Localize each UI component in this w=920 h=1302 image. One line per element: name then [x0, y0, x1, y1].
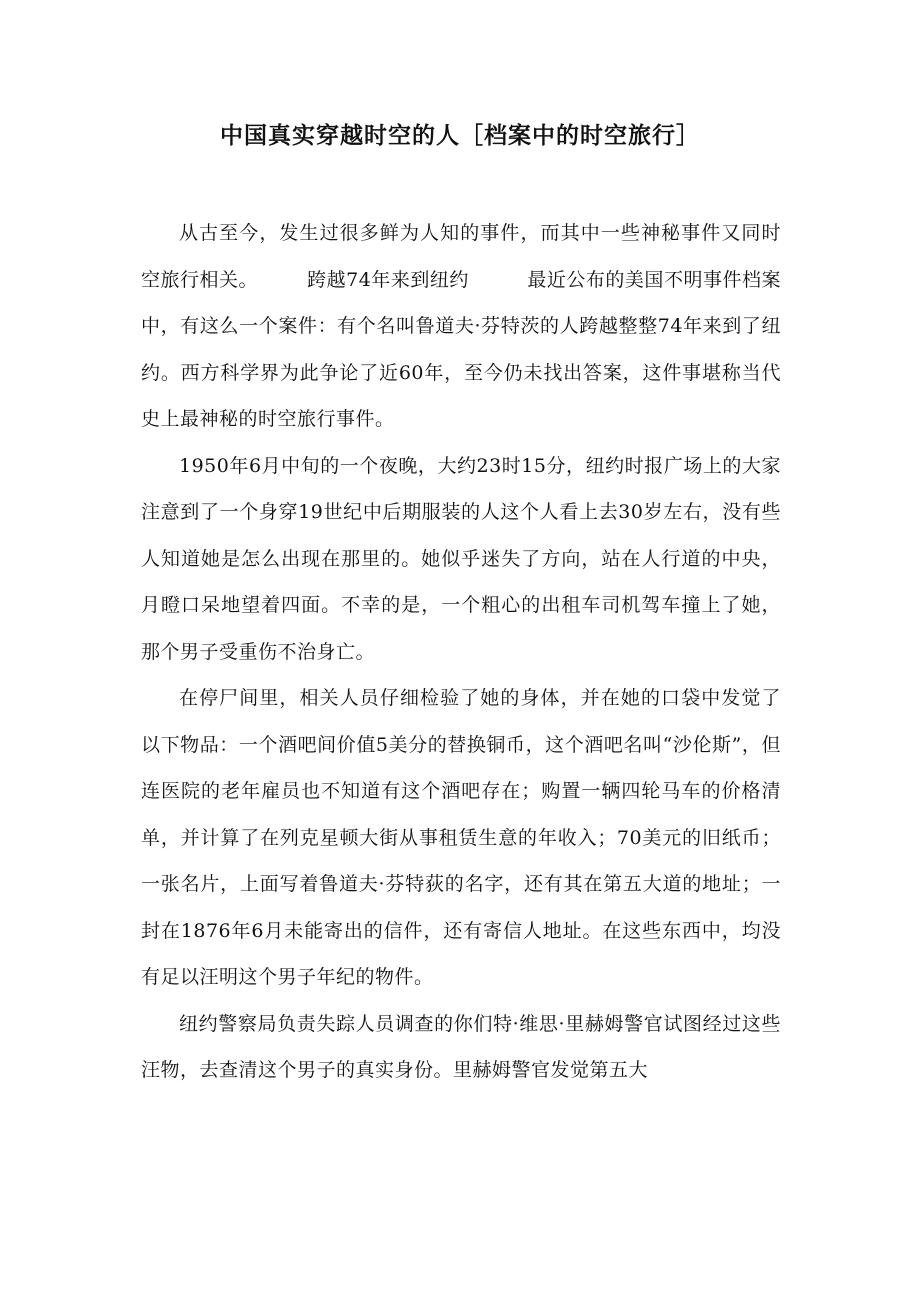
paragraph-4: 纽约警察局负责失踪人员调查的你们特·维思·里赫姆警官试图经过这些汪物，去查清这个男子的真实身份。里赫姆警官发觉第五大 [141, 1012, 781, 1081]
paragraph-1: 从古至今，发生过很多鲜为人知的事件，而其中一些神秘事件又同时空旅行相关。 跨越74年来到纽约 最近公布的美国不明事件档案中，有这么一个案件：有个名叫鲁道夫·芬特茨的人跨越整整74年来到了纽约。西方科学界为此争论了近60年，至今仍未找出答案，这件事堪称当代史上最神秘的时空旅行事件。 [141, 222, 781, 430]
paragraph-2: 1950年6月中旬的一个夜晚，大约23时15分，纽约时报广场上的大家注意到了一个身穿19世纪中后期服装的人这个人看上去30岁左右，没有些人知道她是怎么出现在那里的。她似乎迷失了方向，站在人行道的中央，月瞪口呆地望着四面。不幸的是，一个粗心的出租车司机驾车撞上了她，那个男子受重伤不治身亡。 [141, 454, 781, 663]
paragraph-3: 在停尸间里，相关人员仔细检验了她的身体，并在她的口袋中发觉了以下物品：一个酒吧间价值5美分的替换铜币，这个酒吧名叫“沙伦斯”，但连医院的老年雇员也不知道有这个酒吧存在；购置一辆四轮马车的价格清单，并计算了在列克星顿大街从事租赁生意的年收入；70美元的旧纸币；一张名片，上面写着鲁道夫·芬特荻的名字，还有其在第五大道的地址；一封在1876年6月未能寄出的信件，还有寄信人地址。在这些东西中，均没有足以汪明这个男子年纪的物件。 [141, 687, 781, 988]
document-body [141, 210, 781, 1094]
document-title: 中国真实穿越时空的人［档案中的时空旅行］ [220, 122, 700, 149]
